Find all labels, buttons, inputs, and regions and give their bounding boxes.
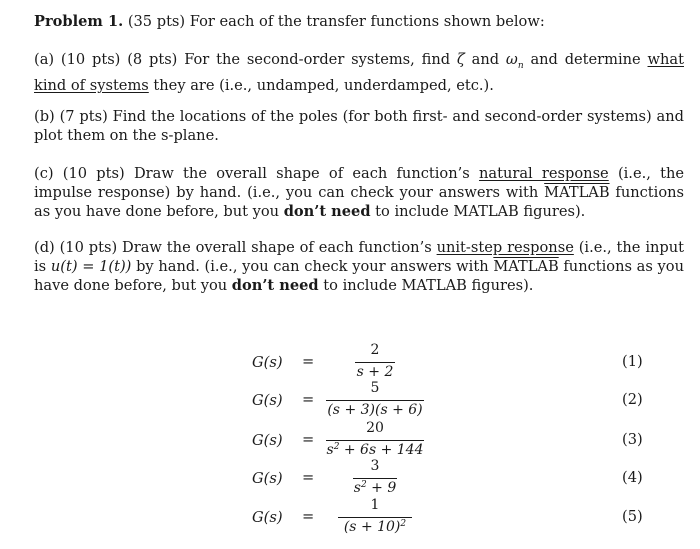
equation-5-equals: =	[302, 508, 315, 525]
equation-3-den-rest: + 6s + 144	[339, 442, 424, 458]
equation-3-denominator	[320, 442, 430, 458]
equation-5-denominator	[320, 519, 430, 535]
zeta-symbol: ζ	[456, 51, 465, 68]
equation-1	[0, 342, 700, 382]
part-c-text-1: (c) (10 pts) Draw the overall shape of each function’s	[34, 165, 479, 182]
equation-1-fraction-bar	[355, 362, 395, 363]
equation-4-denominator	[320, 480, 430, 496]
equation-2-equals: =	[302, 391, 315, 408]
part-d-text-1: (d) (10 pts) Draw the overall shape of each function’s	[34, 239, 437, 256]
part-d-text-2: (i.e., the input is	[34, 239, 684, 275]
part-d-bold: don’t need	[231, 277, 319, 294]
equation-3-equals: =	[302, 431, 315, 448]
equation-1-number: (1)	[622, 353, 643, 370]
part-c-overlined: MATLAB	[544, 184, 610, 201]
part-d-text-4: functions as you have done before, but you	[34, 258, 684, 294]
part-a-text-4: they are (i.e., undamped, underdamped, etc.).	[148, 76, 494, 94]
equation-3-numerator: 20	[366, 420, 384, 436]
equation-3	[0, 420, 700, 460]
part-d-math: u(t) = 1(t))	[50, 258, 132, 275]
part-d-text-5: to include MATLAB figures).	[318, 277, 534, 294]
problem-title: Problem 1.	[34, 13, 124, 30]
equation-2-numerator: 5	[370, 380, 380, 396]
equation-4-number: (4)	[622, 469, 643, 486]
equation-1-numerator: 2	[370, 342, 380, 358]
equation-4-fraction-bar	[353, 478, 397, 479]
equation-4-den-base: s	[353, 480, 361, 496]
equation-5-numerator: 1	[370, 497, 380, 513]
equation-4-equals: =	[302, 469, 315, 486]
equation-4	[0, 458, 700, 498]
part-c-text-4: to include MATLAB figures).	[370, 203, 586, 220]
equation-2-lhs: G(s)	[252, 392, 283, 409]
equation-5-den-exponent: 2	[400, 519, 407, 529]
equation-1-denominator: s + 2	[356, 364, 394, 380]
part-a-underlined: what kind of systems	[34, 51, 684, 94]
part-d-text-3: by hand. (i.e., you can check your answers with	[131, 258, 494, 275]
equation-3-den-base: s	[326, 442, 334, 458]
part-a-text-2: and	[464, 51, 506, 68]
equation-5-lhs: G(s)	[252, 509, 283, 526]
part-c-text-3: functions as you have done before, but you	[34, 184, 685, 220]
equation-5-number: (5)	[622, 508, 643, 525]
equation-3-fraction-bar	[326, 440, 424, 441]
equation-4-den-exponent: 2	[360, 480, 367, 490]
equation-2-denominator: (s + 3)(s + 6)	[327, 402, 423, 418]
part-a-text-1: (a) (10 pts) (8 pts) For the second-order systems, find	[34, 51, 457, 68]
equation-2-fraction-bar	[326, 400, 424, 401]
omega-subscript: n	[517, 60, 524, 71]
omega-symbol: ω	[505, 51, 518, 68]
equation-4-numerator: 3	[370, 458, 380, 474]
part-c-underlined: natural response	[478, 165, 609, 182]
part-a-text-3: and determine	[523, 51, 648, 68]
equation-4-lhs: G(s)	[252, 470, 283, 487]
part-d-overlined: MATLAB	[493, 258, 559, 275]
equation-5	[0, 497, 700, 537]
equation-2	[0, 380, 700, 420]
equation-4-den-rest: + 9	[366, 480, 397, 496]
part-d-underlined: unit-step response	[436, 239, 574, 256]
part-b: (b) (7 pts) Find the locations of the poles (for both first- and second-order systems) and plot them on the s-plane.	[34, 108, 684, 144]
equation-1-lhs: G(s)	[252, 354, 283, 371]
equation-2-number: (2)	[622, 391, 643, 408]
problem-points: (35 pts) For each of the transfer functions shown below:	[127, 13, 545, 30]
equation-3-number: (3)	[622, 431, 643, 448]
part-c-bold: don’t need	[283, 203, 371, 220]
equation-1-equals: =	[302, 353, 315, 370]
equation-3-den-exponent: 2	[333, 442, 340, 452]
equation-5-fraction-bar	[338, 517, 412, 518]
part-c-text-2: (i.e., the impulse response) by hand. (i.e., you can check your answers with	[34, 165, 685, 201]
equation-5-den-base: (s + 10)	[343, 519, 401, 535]
equation-3-lhs: G(s)	[252, 432, 283, 449]
